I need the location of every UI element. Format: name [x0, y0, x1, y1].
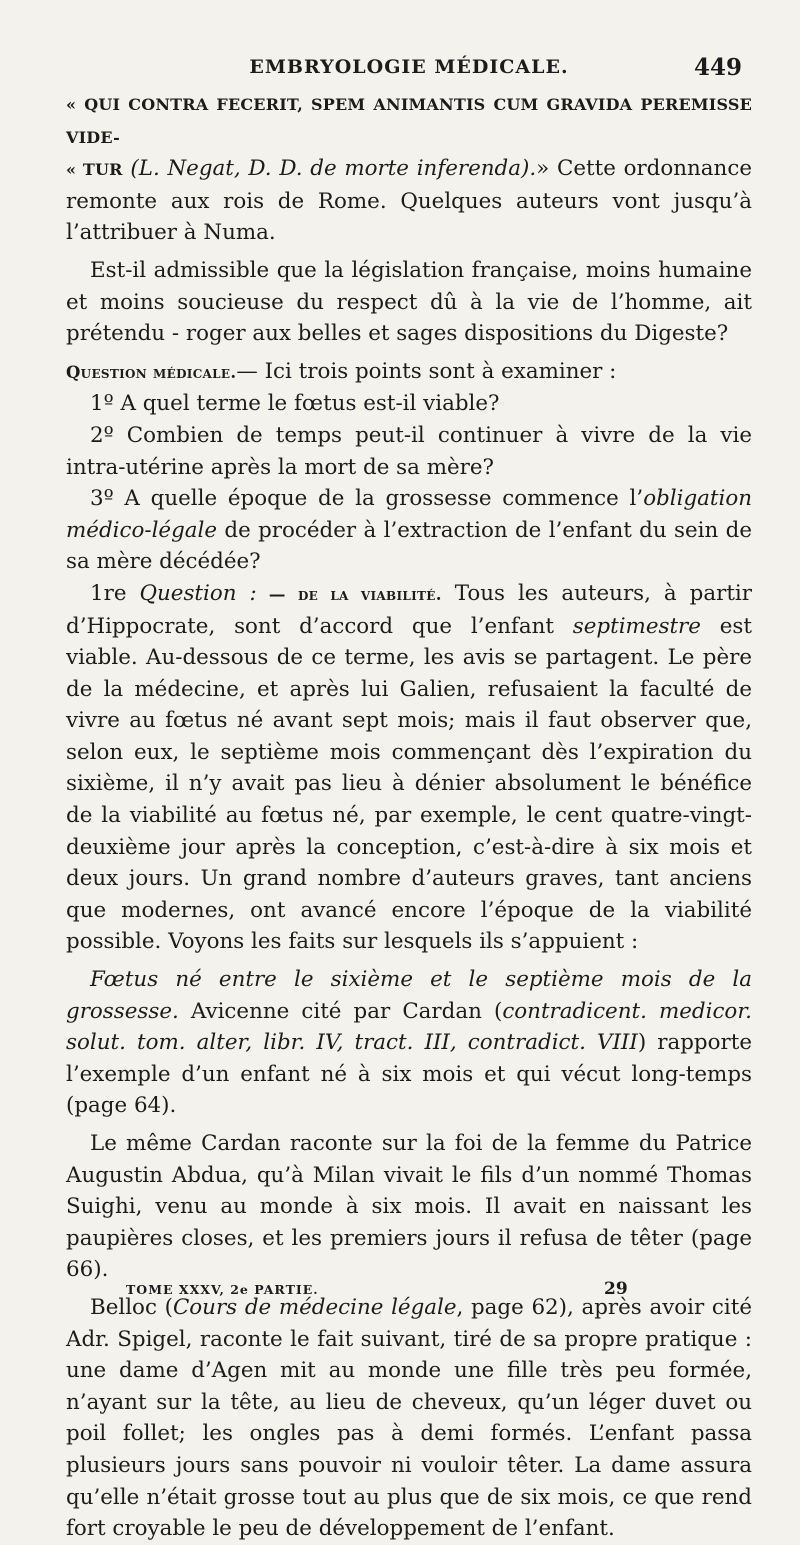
question-number: 1re: [90, 580, 127, 606]
paragraph-viability: [66, 578, 752, 958]
citation: Cours de médecine légale: [172, 1294, 457, 1320]
paragraph-text: , page 62), après avoir cité Adr. Spigel, raconte le fait suivant, tiré de sa propre pratique : une dame d’Agen mit au monde une fille très peu formée, n’ayant sur la tête, au lieu de cheveux, qu’un léger duvet ou poil follet; les ongles pas à demi formés. L’enfant passa plusieurs jours sans pouvoir ni vouloir têter. La dame assura qu’elle n’était grosse tout au plus que de six mois, ce que rend fort croyable le peu de développement de l’enfant.: [66, 1294, 752, 1542]
body-text: [66, 88, 752, 1545]
paragraph-text: 3º A quelle époque de la grossesse commence l’: [90, 486, 644, 512]
paragraph-quote: [66, 88, 752, 249]
page-header: [66, 42, 752, 82]
paragraph-legislation: Est-il admissible que la législation française, moins humaine et moins soucieuse du respect dû à la vie de l’homme, ait prétendu - roger aux belles et sages dispositions du Digeste?: [66, 257, 752, 347]
sheet-number: 29: [604, 1279, 628, 1299]
question-3: [66, 483, 752, 578]
subsection-heading: Fœtus né entre le sixième et le septième mois de la grossesse.: [66, 967, 752, 1024]
paragraph-text: ) rapporte l’exemple d’un enfant né à six mois et qui vécut long-temps (page 64).: [66, 1030, 752, 1119]
question-2: 2º Combien de temps peut-il continuer à vivre de la vie intra-utérine après la mort de sa mère?: [66, 422, 752, 480]
page-number: 449: [693, 54, 742, 81]
paragraph-text: de procéder à l’extraction de l’enfant du sein de sa mère décédée?: [66, 517, 752, 575]
latin-quote-end: « TUR: [66, 160, 123, 180]
paragraph-belloc: [66, 1292, 752, 1545]
latin-quote: « QUI CONTRA FECERIT, SPEM ANIMANTIS CUM GRAVIDA PEREMISSE VIDE-: [66, 95, 752, 147]
emphasis-text: septimestre: [572, 613, 701, 639]
paragraph-text: » Cette ordonnance remonte aux rois de Rome. Quelques auteurs vont jusqu’à l’attribuer à Numa.: [66, 156, 752, 246]
volume-signature: TOME XXXV, 2e PARTIE.: [126, 1282, 319, 1297]
question-1: 1º A quel terme le fœtus est-il viable?: [90, 391, 500, 417]
question-label: Question :: [139, 580, 257, 606]
citation: contradicent. medicor. solut. tom. alter, libr. IV, tract. III, contradict. VIII: [66, 998, 752, 1056]
digest-citation: (L. Negat, D. D. de morte inferenda).: [130, 156, 537, 182]
running-title: EMBRYOLOGIE MÉDICALE.: [249, 56, 569, 78]
paragraph-text: — Ici trois points sont à examiner :: [236, 358, 617, 384]
paragraph-text: Belloc (: [90, 1294, 173, 1320]
paragraph-avicenne: [66, 964, 752, 1122]
section-label: Question médicale.: [66, 362, 237, 382]
paragraph-text: Tous les auteurs, à partir d’Hippocrate, sont d’accord que l’enfant: [66, 580, 752, 639]
paragraph-text: est viable. Au-dessous de ce terme, les avis se partagent. Le père de la médecine, et après lui Galien, refusaient la faculté de vivre au fœtus né avant sept mois; mais il faut observer que, selon eux, le septième mois commençant dès l’expiration du sixième, il n’y avait pas lieu à dénier absolument le bénéfice de la viabilité au fœtus né, par exemple, le cent quatre-vingt-deuxième jour après la conception, c’est-à-dire à six mois et deux jours. Un grand nombre d’auteurs graves, tant anciens que modernes, ont avancé encore l’époque de la viabilité possible. Voyons les faits sur lesquels ils s’appuient :: [66, 613, 752, 955]
paragraph-cardan: Le même Cardan raconte sur la foi de la femme du Patrice Augustin Abdua, qu’à Milan vivait le fils d’un nommé Thomas Suighi, venu au monde à six mois. Il avait en naissant les paupières closes, et les premiers jours il refusa de têter (page 66).: [66, 1131, 752, 1283]
page-footer: [126, 1279, 752, 1306]
paragraph-medical-question: [66, 356, 752, 389]
section-title: — de la viabilité.: [256, 584, 442, 604]
paragraph-text: Avicenne cité par Cardan (: [178, 998, 503, 1024]
emphasis-text: obligation médico-légale: [66, 486, 752, 543]
